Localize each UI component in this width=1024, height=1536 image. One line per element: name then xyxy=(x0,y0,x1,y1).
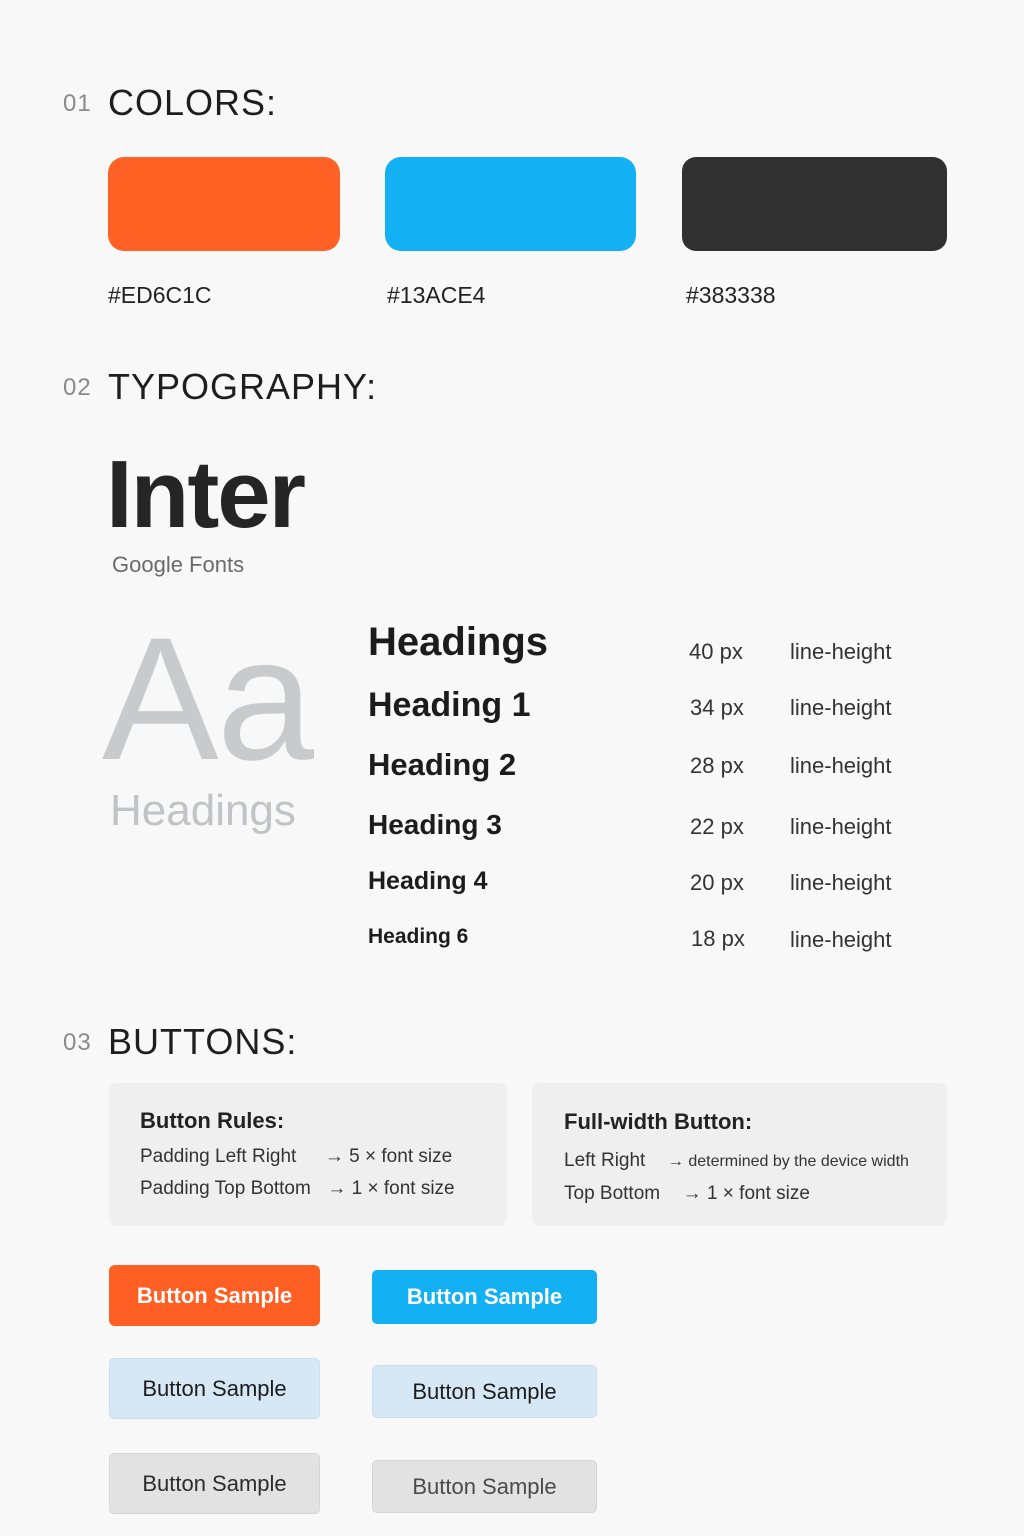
heading-scale-line-height: line-height xyxy=(790,753,892,778)
buttons-section-title: BUTTONS: xyxy=(108,1021,298,1062)
full-width-button-card xyxy=(532,1083,947,1226)
rule-label: Padding Top Bottom xyxy=(140,1178,311,1199)
heading-scale-size: 34 px xyxy=(690,695,744,720)
typography-section-title: TYPOGRAPHY: xyxy=(108,366,378,407)
buttons-section-number: 03 xyxy=(63,1029,92,1056)
heading-scale-line-height: line-height xyxy=(790,927,892,952)
heading-scale-name: Heading 6 xyxy=(368,925,469,948)
rule-label: Padding Left Right xyxy=(140,1146,297,1167)
rule-label: Top Bottom xyxy=(564,1183,661,1204)
button-sample-light-blue[interactable]: Button Sample xyxy=(372,1365,597,1418)
heading-scale-name: Heading 2 xyxy=(368,747,517,782)
rule-value: → determined by the device width xyxy=(667,1153,909,1170)
heading-scale-line-height: line-height xyxy=(790,695,892,720)
heading-scale-size: 28 px xyxy=(690,753,744,778)
heading-scale-name: Headings xyxy=(368,620,549,664)
color-swatch-blue xyxy=(385,157,636,251)
font-family-name: Inter xyxy=(106,441,305,548)
heading-scale-line-height: line-height xyxy=(790,870,892,895)
full-width-line xyxy=(564,1150,909,1172)
heading-scale-name: Heading 4 xyxy=(368,867,488,895)
button-sample-light-blue[interactable]: Button Sample xyxy=(109,1358,320,1419)
button-rules-title: Button Rules: xyxy=(140,1108,285,1133)
heading-scale-size: 18 px xyxy=(691,926,745,951)
full-width-line xyxy=(564,1183,810,1205)
font-source: Google Fonts xyxy=(112,552,245,577)
typography-section-number: 02 xyxy=(63,374,92,401)
colors-section-title: COLORS: xyxy=(108,82,278,123)
color-hex-blue: #13ACE4 xyxy=(387,282,486,308)
heading-scale-size: 40 px xyxy=(689,639,743,664)
type-specimen-label: Headings xyxy=(110,786,296,835)
rule-value: → 5 × font size xyxy=(324,1146,453,1167)
colors-section-number: 01 xyxy=(63,90,92,117)
heading-scale-size: 20 px xyxy=(690,870,744,895)
heading-scale-size: 22 px xyxy=(690,814,744,839)
button-sample-gray[interactable]: Button Sample xyxy=(109,1453,320,1514)
button-sample-orange[interactable]: Button Sample xyxy=(109,1265,320,1326)
color-hex-orange: #ED6C1C xyxy=(108,282,212,308)
heading-scale-name: Heading 3 xyxy=(368,809,502,840)
heading-scale-name: Heading 1 xyxy=(368,686,531,724)
heading-scale-line-height: line-height xyxy=(790,639,892,664)
button-rules-card xyxy=(109,1083,507,1226)
rule-value: → 1 × font size xyxy=(682,1183,810,1204)
rule-label: Left Right xyxy=(564,1150,646,1171)
color-hex-dark: #383338 xyxy=(686,282,776,308)
heading-scale-line-height: line-height xyxy=(790,814,892,839)
full-width-title: Full-width Button: xyxy=(564,1109,753,1134)
color-swatch-dark xyxy=(682,157,947,251)
color-swatch-orange xyxy=(108,157,340,251)
button-rules-line xyxy=(140,1178,455,1200)
type-specimen-glyphs: Aa xyxy=(102,602,313,797)
button-sample-blue[interactable]: Button Sample xyxy=(372,1270,597,1324)
button-sample-gray[interactable]: Button Sample xyxy=(372,1460,597,1513)
rule-value: → 1 × font size xyxy=(327,1178,455,1199)
button-rules-line xyxy=(140,1146,452,1168)
